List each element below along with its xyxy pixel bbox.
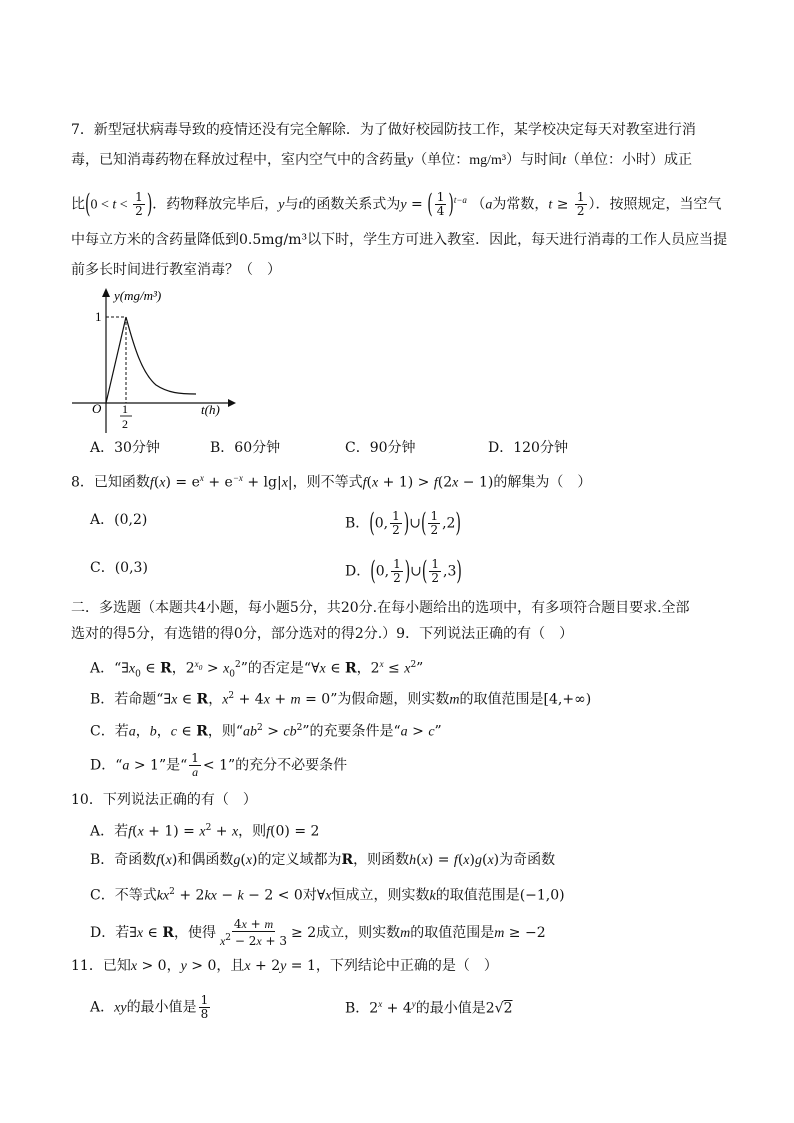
q8-stem: 8．已知函数$f(x) = e^x + e^{-x} + \lg|x|$，则不等式f(x + 1) > f(2x − 1)的解集为（ ）	[71, 473, 592, 491]
q7-graph	[68, 285, 238, 435]
unit: mg/m³	[469, 153, 507, 168]
q7-text: 的函数关系式为	[302, 196, 401, 213]
section2-line1: 二．多选题（本题共4小题，每小题5分，共20分.在每小题给出的选项中，有多项符合题目要求.全部	[71, 600, 690, 616]
q9-option-b: B．若命题“∃x ∈ R，$x^2 + 4x + m = 0$”为假命题，则实数m的取值范围是[4,+∞)	[90, 691, 592, 708]
q10-option-d: D．若∃x ∈ R，使得 $\frac{4x + m}{x^2 - 2x + 3}$ ≥ 2成立，则实数m的取值范围是m ≥ −2	[90, 917, 546, 948]
q11-option-b: B．$2^x + 4^y$的最小值是2√2	[345, 999, 513, 1017]
y-tick-1: 1	[95, 309, 102, 324]
q7-text: 毒，已知消毒药物在释放过程中，室内空气中的含药量	[71, 152, 407, 168]
y-axis-arrow	[102, 288, 110, 297]
q7-text: （单位：	[413, 152, 470, 168]
q7-option-a: A．30分钟	[90, 440, 160, 456]
q9-option-c: C．若a，b，c ∈ R，则“$ab^2 > cb^2$”的充要条件是“a > c”	[90, 723, 442, 740]
q8-option-a: A．(0,2)	[90, 512, 148, 528]
q7-text: ．药物释放完毕后，	[152, 196, 279, 213]
x-axis-arrow	[228, 399, 236, 407]
decay-curve	[126, 317, 196, 394]
q7-line5: 前多长时间进行教室消毒？（ ）	[71, 262, 281, 278]
y-axis-label: y(mg/m³)	[114, 288, 162, 303]
q10-stem: 10．下列说法正确的有（ ）	[71, 792, 257, 808]
q7-text: 与	[284, 196, 299, 213]
origin-label: O	[92, 401, 102, 416]
q11-stem: 11．已知x > 0，y > 0，且x + 2y = 1，下列结论中正确的是（ ）	[71, 958, 498, 974]
section2-line2: 选对的得5分，有选错的得0分，部分选对的得2分.）9．下列说法正确的有（ ）	[71, 626, 574, 642]
x-axis-label: t(h)	[201, 402, 220, 417]
q9-option-d: D．“a > 1”是“ $\frac{1}{a}$ < 1”的充分不必要条件	[90, 751, 348, 779]
q7-line4: 中每立方米的含药量降低到0.5mg/m³以下时，学生方可进入教室．因此，每天进行消毒的工作人员应当提	[71, 232, 728, 248]
q8-text: 8．已知函数	[71, 474, 150, 491]
x-tick-den: 2	[122, 417, 128, 431]
q7-line2	[71, 150, 692, 171]
q7-text: （	[471, 196, 486, 213]
math-t: t	[562, 153, 566, 168]
x-tick-num: 1	[122, 402, 128, 416]
q7-text: 比	[71, 196, 85, 213]
math-y: y	[407, 153, 414, 168]
q7-text: 为常数，	[492, 196, 549, 213]
rise-line	[106, 317, 126, 403]
q8-option-c: C．(0,3)	[90, 560, 148, 576]
q10-option-a: A．若$f(x + 1) = x^2 + x$，则f(0) = 2	[90, 823, 320, 840]
q7-line1: 7．新型冠状病毒导致的疫情还没有完全解除．为了做好校园防技工作，某学校决定每天对教室进行消	[71, 122, 696, 138]
q8-text: 的解集为（ ）	[493, 474, 592, 491]
q9-option-a: A．“$\exists x_0$ ∈ R，$2^{x_0} > x_0^2$”的否定是“∀x ∈ R，$2^x \le x^2$”	[90, 659, 424, 680]
q7-text: ）与时间	[506, 152, 563, 168]
q7-option-d: D．120分钟	[488, 440, 568, 456]
q8-text: ，则不等式	[292, 474, 363, 491]
q7-text: （单位：小时）成正	[565, 152, 692, 168]
q7-text: ）．按照规定，当空气	[588, 196, 722, 213]
q8-option-b: B．(0, $\frac{1}{2}$ )∪( $\frac{1}{2}$ ,2)	[345, 508, 461, 539]
q10-option-b: B．奇函数f(x)和偶函数g(x)的定义域都为R，则函数h(x) = f(x)g(x)为奇函数	[90, 852, 556, 868]
q7-option-b: B．60分钟	[210, 440, 281, 456]
q10-option-c: C．不等式$kx^2 + 2kx - k - 2 < 0$对∀x恒成立，则实数k的取值范围是(−1,0)	[90, 887, 565, 904]
q7-option-c: C．90分钟	[345, 440, 416, 456]
q8-option-d: D．(0, $\frac{1}{2}$ )∪( $\frac{1}{2}$ ,3)	[345, 556, 462, 587]
q7-line3: 比(0 < t < $\frac{1}{2}$ )．药物释放完毕后，y与t的函数关系式为y = ( $\frac{1}{4}$ )$^{t-a}$ （a为常数，t ≥ $\frac{1}{2}$ ）．按照规定，当空气	[71, 189, 722, 220]
q11-option-a: A．xy的最小值是 $\frac{1}{8}$	[90, 993, 209, 1021]
